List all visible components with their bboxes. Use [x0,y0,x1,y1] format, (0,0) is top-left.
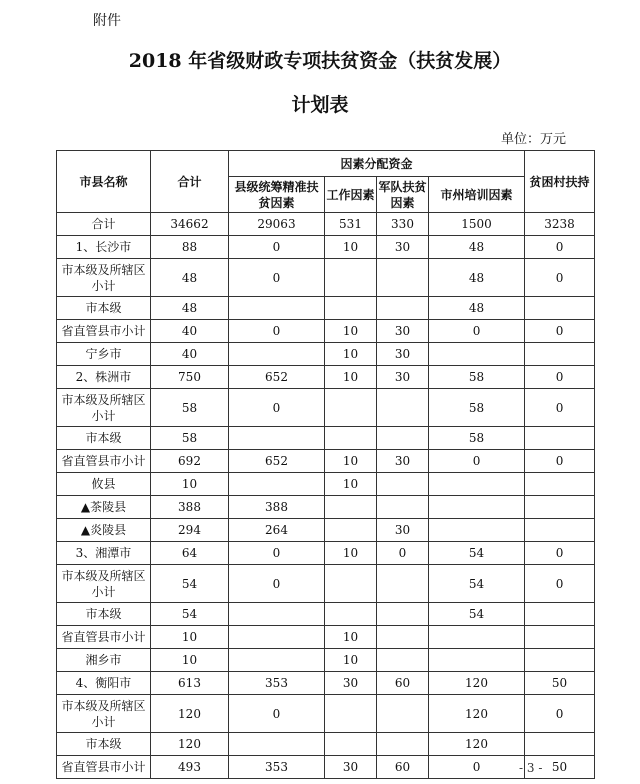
document-title: 2018 年省级财政专项扶贫资金（扶贫发展） [128,50,512,72]
cell-village: 0 [525,542,595,565]
cell-total: 294 [151,519,229,542]
cell-total: 34662 [151,213,229,236]
cell-work [325,259,377,297]
cell-total: 750 [151,366,229,389]
cell-total: 58 [151,427,229,450]
cell-total: 10 [151,473,229,496]
cell-work [325,603,377,626]
cell-county: 0 [229,259,325,297]
cell-training: 0 [429,320,525,343]
cell-total: 40 [151,320,229,343]
cell-county: 0 [229,565,325,603]
funding-table [56,150,595,779]
cell-name: ▲炎陵县 [57,519,151,542]
cell-training [429,496,525,519]
cell-name: 3、湘潭市 [57,542,151,565]
cell-work [325,427,377,450]
cell-village: 0 [525,450,595,473]
cell-total: 120 [151,733,229,756]
table-row [57,519,595,542]
cell-training [429,626,525,649]
table-body [57,213,595,779]
cell-village: 50 [525,756,595,779]
cell-name: 1、长沙市 [57,236,151,259]
cell-county [229,626,325,649]
cell-training: 58 [429,366,525,389]
cell-military [377,473,429,496]
cell-total: 88 [151,236,229,259]
header-total: 合计 [151,151,229,213]
table-row [57,427,595,450]
cell-total: 120 [151,695,229,733]
cell-village [525,343,595,366]
cell-county [229,297,325,320]
cell-county: 652 [229,450,325,473]
cell-military [377,565,429,603]
table-row [57,259,595,297]
cell-name: 湘乡市 [57,649,151,672]
cell-village [525,626,595,649]
cell-county: 0 [229,236,325,259]
cell-county: 29063 [229,213,325,236]
table-row [57,236,595,259]
cell-county [229,343,325,366]
header-military: 军队扶贫因素 [377,177,429,213]
cell-military [377,427,429,450]
cell-military: 30 [377,343,429,366]
table-row [57,649,595,672]
header-county-precise: 县级统筹精准扶贫因素 [229,177,325,213]
cell-name: 省直管县市小计 [57,756,151,779]
cell-training: 54 [429,542,525,565]
table-row [57,626,595,649]
attachment-label: 附件 [93,13,121,29]
cell-name: 合计 [57,213,151,236]
cell-training: 58 [429,389,525,427]
cell-work: 10 [325,649,377,672]
cell-military: 30 [377,450,429,473]
cell-village: 0 [525,236,595,259]
cell-total: 613 [151,672,229,695]
table-row [57,565,595,603]
cell-name: 市本级 [57,427,151,450]
cell-village [525,496,595,519]
cell-village [525,473,595,496]
cell-village [525,519,595,542]
cell-work: 10 [325,626,377,649]
cell-county: 353 [229,756,325,779]
cell-name: 宁乡市 [57,343,151,366]
cell-work [325,565,377,603]
cell-total: 692 [151,450,229,473]
cell-training: 54 [429,603,525,626]
cell-village [525,649,595,672]
cell-total: 10 [151,626,229,649]
cell-training: 120 [429,672,525,695]
cell-name: 市本级及所辖区小计 [57,259,151,297]
cell-name: 攸县 [57,473,151,496]
cell-county: 353 [229,672,325,695]
cell-total: 10 [151,649,229,672]
cell-total: 54 [151,565,229,603]
cell-work [325,496,377,519]
cell-county [229,649,325,672]
cell-name: 省直管县市小计 [57,450,151,473]
cell-name: 市本级及所辖区小计 [57,389,151,427]
cell-county: 264 [229,519,325,542]
cell-name: ▲茶陵县 [57,496,151,519]
header-poor-village: 贫困村扶持 [525,151,595,213]
cell-work: 10 [325,473,377,496]
table-row [57,366,595,389]
cell-county [229,427,325,450]
cell-county: 0 [229,542,325,565]
header-city-name: 市县名称 [57,151,151,213]
cell-name: 市本级 [57,733,151,756]
cell-military [377,695,429,733]
table-row [57,389,595,427]
cell-village: 0 [525,259,595,297]
cell-training: 0 [429,450,525,473]
cell-training [429,519,525,542]
cell-training: 0 [429,756,525,779]
cell-village: 0 [525,695,595,733]
header-factor-group: 因素分配资金 [229,151,525,177]
cell-training [429,473,525,496]
cell-military [377,626,429,649]
cell-work: 10 [325,366,377,389]
table-row [57,695,595,733]
cell-military [377,733,429,756]
cell-village [525,603,595,626]
cell-work: 10 [325,320,377,343]
cell-village: 0 [525,366,595,389]
cell-military: 60 [377,672,429,695]
cell-name: 市本级及所辖区小计 [57,565,151,603]
cell-training: 48 [429,259,525,297]
table-row [57,603,595,626]
cell-work: 10 [325,450,377,473]
cell-county [229,733,325,756]
cell-total: 388 [151,496,229,519]
cell-village: 3238 [525,213,595,236]
cell-training: 48 [429,236,525,259]
cell-military: 30 [377,519,429,542]
cell-village [525,733,595,756]
cell-military [377,389,429,427]
table-row [57,672,595,695]
table-row [57,450,595,473]
table-row [57,473,595,496]
cell-training: 1500 [429,213,525,236]
cell-village: 50 [525,672,595,695]
document-subtitle: 计划表 [291,94,349,116]
page-number: - 3 - [519,761,543,775]
table-row [57,496,595,519]
cell-work [325,733,377,756]
table-row [57,542,595,565]
cell-military [377,603,429,626]
cell-military: 30 [377,236,429,259]
cell-training: 54 [429,565,525,603]
cell-county [229,473,325,496]
cell-training [429,649,525,672]
cell-total: 58 [151,389,229,427]
cell-county: 0 [229,695,325,733]
cell-village [525,297,595,320]
cell-military [377,259,429,297]
cell-work [325,519,377,542]
cell-work [325,297,377,320]
table-row [57,320,595,343]
cell-name: 4、衡阳市 [57,672,151,695]
cell-work: 10 [325,542,377,565]
cell-military: 330 [377,213,429,236]
cell-work [325,389,377,427]
cell-training: 48 [429,297,525,320]
cell-total: 493 [151,756,229,779]
cell-training [429,343,525,366]
cell-military: 30 [377,366,429,389]
cell-name: 市本级 [57,297,151,320]
cell-work: 30 [325,672,377,695]
cell-village: 0 [525,389,595,427]
cell-name: 市本级 [57,603,151,626]
cell-village: 0 [525,565,595,603]
cell-name: 省直管县市小计 [57,626,151,649]
cell-county: 0 [229,320,325,343]
cell-military [377,649,429,672]
header-work: 工作因素 [325,177,377,213]
header-training: 市州培训因素 [429,177,525,213]
unit-label: 单位：万元 [500,132,566,147]
cell-military [377,496,429,519]
cell-village [525,427,595,450]
cell-name: 2、株洲市 [57,366,151,389]
cell-total: 48 [151,259,229,297]
cell-name: 省直管县市小计 [57,320,151,343]
cell-military: 30 [377,320,429,343]
cell-total: 64 [151,542,229,565]
cell-county [229,603,325,626]
cell-total: 48 [151,297,229,320]
cell-training: 120 [429,733,525,756]
cell-training: 120 [429,695,525,733]
table-row [57,213,595,236]
cell-name: 市本级及所辖区小计 [57,695,151,733]
table-row [57,756,595,779]
cell-work [325,695,377,733]
cell-work: 10 [325,343,377,366]
cell-military: 0 [377,542,429,565]
cell-total: 54 [151,603,229,626]
cell-training: 58 [429,427,525,450]
cell-county: 388 [229,496,325,519]
cell-county: 652 [229,366,325,389]
cell-village: 0 [525,320,595,343]
table-row [57,733,595,756]
cell-total: 40 [151,343,229,366]
cell-work: 531 [325,213,377,236]
cell-work: 10 [325,236,377,259]
table-row [57,343,595,366]
cell-work: 30 [325,756,377,779]
cell-military: 60 [377,756,429,779]
cell-county: 0 [229,389,325,427]
cell-military [377,297,429,320]
table-row [57,297,595,320]
